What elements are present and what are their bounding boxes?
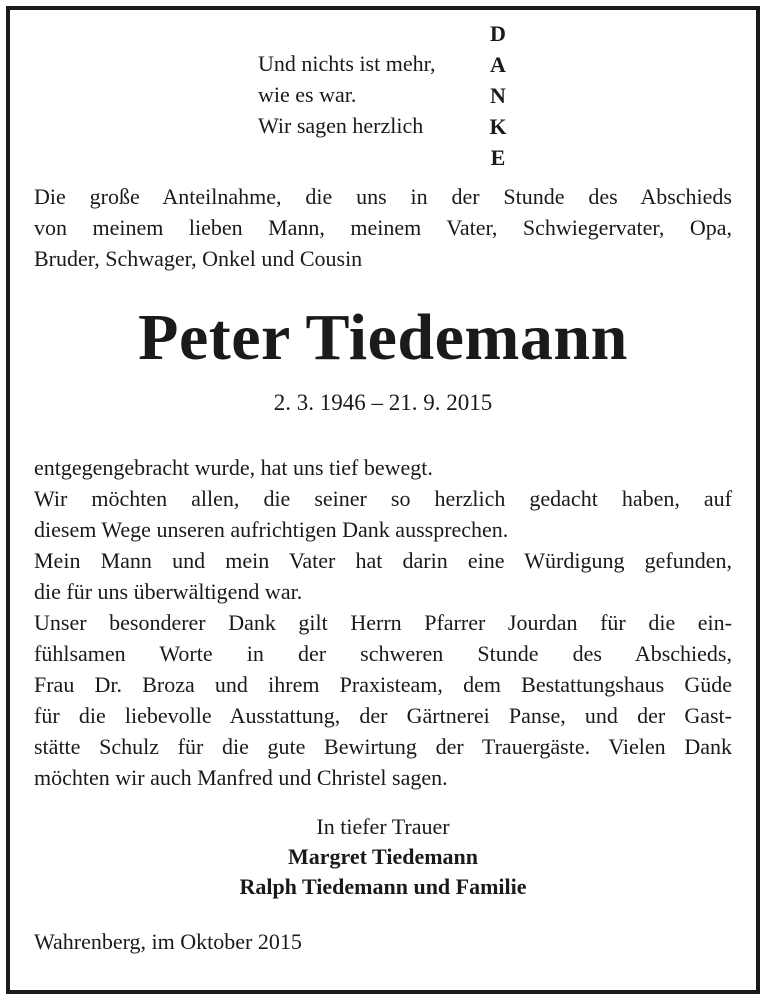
danke-letter: A — [490, 52, 506, 77]
intro-line: Die große Anteilnahme, die uns in der Stunde des Abschieds — [34, 184, 732, 209]
danke-vertical — [486, 18, 510, 173]
mourner-name: Ralph Tiedemann und Familie — [239, 874, 527, 899]
intro-line: von meinem lieben Mann, meinem Vater, Schwiegervater, Opa, — [34, 215, 732, 240]
poem-line: Und nichts ist mehr, — [258, 51, 436, 76]
body-line: entgegengebracht wurde, hat uns tief bewegt. — [34, 455, 433, 480]
poem-block — [258, 48, 436, 141]
place-date: Wahrenberg, im Oktober 2015 — [34, 929, 302, 954]
mourning-intro: In tiefer Trauer — [316, 814, 450, 839]
intro-line: Bruder, Schwager, Onkel und Cousin — [34, 246, 363, 271]
poem-line: wie es war. — [258, 82, 357, 107]
life-dates: 2. 3. 1946 – 21. 9. 2015 — [273, 390, 493, 415]
body-paragraph — [34, 452, 732, 793]
body-line: die für uns überwältigend war. — [34, 579, 303, 604]
danke-letter: E — [490, 145, 506, 170]
body-line: möchten wir auch Manfred und Christel sagen. — [34, 765, 448, 790]
body-line: Unser besonderer Dank gilt Herrn Pfarrer Jourdan für die ein- — [34, 610, 732, 635]
body-line: fühlsamen Worte in der schweren Stunde des Abschieds, — [34, 641, 732, 666]
intro-paragraph — [34, 181, 732, 274]
danke-letter: N — [490, 83, 506, 108]
body-line: für die liebevolle Ausstattung, der Gärtnerei Panse, und der Gast- — [34, 703, 732, 728]
body-line: Wir möchten allen, die seiner so herzlich gedacht haben, auf — [34, 486, 732, 511]
mourner-name: Margret Tiedemann — [287, 844, 479, 869]
poem-line: Wir sagen herzlich — [258, 113, 424, 138]
body-line: diesem Wege unseren aufrichtigen Dank aussprechen. — [34, 517, 509, 542]
danke-letter: D — [490, 21, 506, 46]
deceased-name: Peter Tiedemann — [138, 301, 628, 374]
body-line: Mein Mann und mein Vater hat darin eine Würdigung gefunden, — [34, 548, 732, 573]
danke-letter: K — [489, 114, 507, 139]
mourning-block — [0, 812, 766, 902]
body-line: Frau Dr. Broza und ihrem Praxisteam, dem Bestattungshaus Güde — [34, 672, 732, 697]
body-line: stätte Schulz für die gute Bewirtung der Trauergäste. Vielen Dank — [34, 734, 732, 759]
